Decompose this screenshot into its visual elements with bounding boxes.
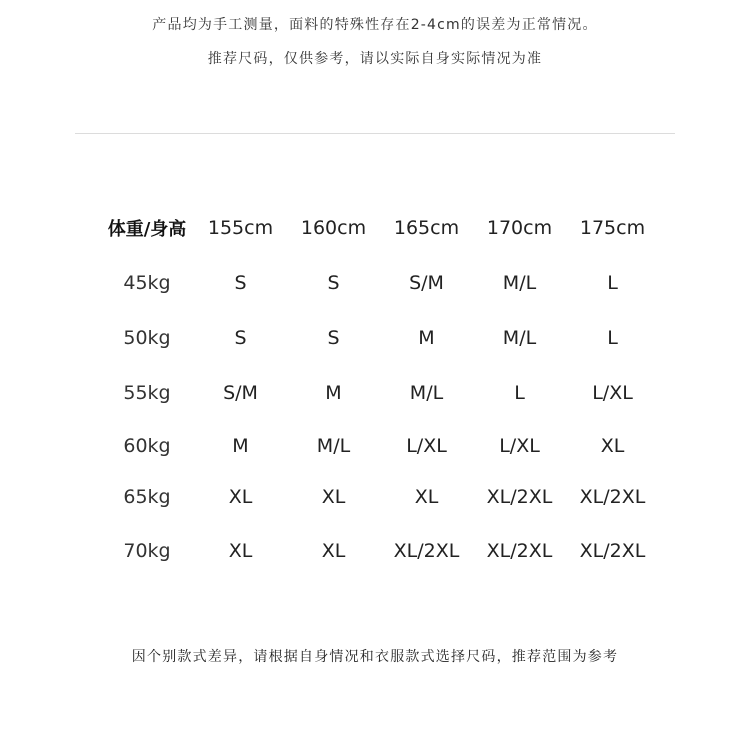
size-cell: XL/2XL [579, 486, 646, 508]
table-row [100, 255, 659, 310]
size-cell: L/XL [406, 435, 447, 457]
recommendation-note: 推荐尺码，仅供参考，请以实际自身实际情况为准 [207, 51, 543, 67]
measurement-note: 产品均为手工测量，面料的特殊性存在2-4cm的误差为正常情况。 [152, 17, 598, 33]
weight-cell: 65kg [123, 486, 171, 508]
size-cell: L [607, 326, 618, 349]
weight-cell: 50kg [123, 326, 171, 349]
weight-cell: 55kg [123, 381, 171, 404]
footer-note: 因个别款式差异，请根据自身情况和衣服款式选择尺码，推荐范围为参考 [131, 649, 619, 665]
height-header: 160cm [300, 216, 367, 239]
weight-cell: 70kg [123, 540, 171, 562]
size-cell: M/L [502, 271, 537, 294]
table-row [100, 420, 659, 472]
size-cell: M [418, 326, 435, 349]
size-cell: S/M [409, 271, 444, 294]
size-cell: S [234, 326, 247, 349]
size-cell: XL [228, 540, 253, 562]
size-cell: L [607, 271, 618, 294]
size-cell: XL/2XL [579, 540, 646, 562]
size-cell: XL [414, 486, 439, 508]
table-row [100, 522, 659, 580]
size-cell: M [325, 381, 342, 404]
table-row [100, 310, 659, 365]
weight-cell: 45kg [123, 271, 171, 294]
size-cell: M/L [316, 435, 351, 457]
size-cell: S/M [223, 381, 258, 404]
size-cell: S [327, 326, 340, 349]
size-cell: XL [321, 540, 346, 562]
size-cell: L/XL [499, 435, 540, 457]
size-cell: XL [321, 486, 346, 508]
size-cell: M/L [409, 381, 444, 404]
table-row [100, 472, 659, 522]
size-cell: M [232, 435, 249, 457]
size-cell: S [234, 271, 247, 294]
size-chart-table [100, 200, 659, 580]
size-cell: L [514, 381, 525, 404]
height-header: 155cm [207, 216, 274, 239]
divider [75, 133, 675, 134]
height-header: 175cm [579, 216, 646, 239]
height-header: 165cm [393, 216, 460, 239]
size-cell: M/L [502, 326, 537, 349]
table-row [100, 365, 659, 420]
table-header-row [100, 200, 659, 255]
size-cell: XL/2XL [486, 486, 553, 508]
size-cell: XL/2XL [393, 540, 460, 562]
weight-cell: 60kg [123, 435, 171, 457]
size-cell: XL [600, 435, 625, 457]
size-cell: L/XL [592, 381, 633, 404]
size-cell: XL [228, 486, 253, 508]
height-header: 170cm [486, 216, 553, 239]
corner-header: 体重/身高 [107, 218, 187, 240]
size-cell: XL/2XL [486, 540, 553, 562]
size-cell: S [327, 271, 340, 294]
